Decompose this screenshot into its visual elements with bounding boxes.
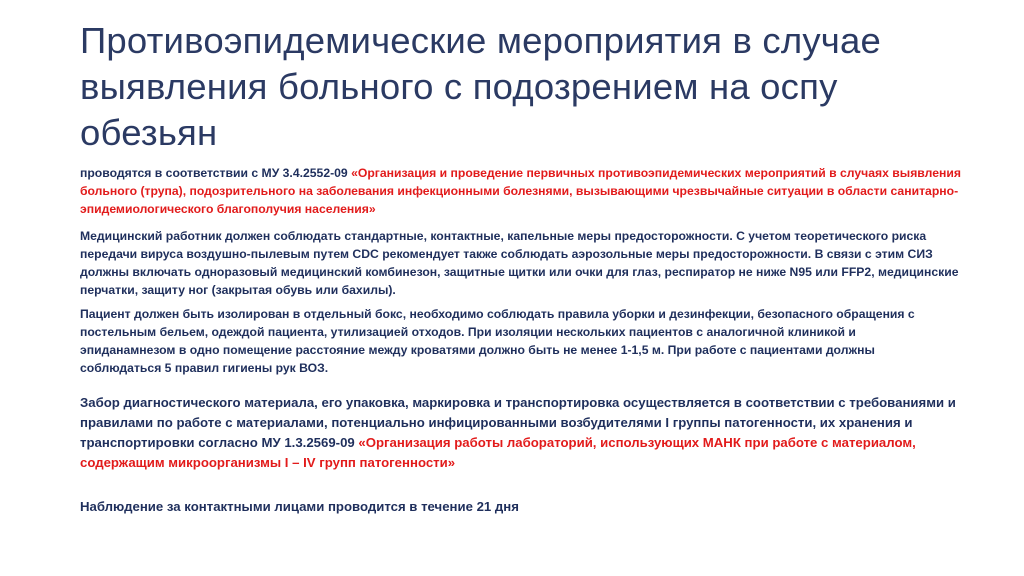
regulation-quote: «Организация и проведение первичных противоэпидемических мероприятий в случаях выявления больного (трупа), подозрительного на заболевания инфекционными болезнями, вызывающими чрезвычайные ситуации в области санитарно-эпидемиологического благополучия населения» <box>80 166 961 216</box>
regulation-lead: проводятся в соответствии с МУ 3.4.2552-09 <box>80 166 352 180</box>
contacts-paragraph: Наблюдение за контактными лицами проводится в течение 21 дня <box>80 499 519 514</box>
ppe-paragraph: Медицинский работник должен соблюдать стандартные, контактные, капельные меры предосторожности. С учетом теоретического риска передачи вируса воздушно-пылевым путем CDC рекомендует также соблюдать аэрозольные меры предосторожности. В связи с этим СИЗ должны включать одноразовый медицинский комбинезон, защитные щитки или очки для глаз, респиратор не ниже N95 или FFP2, медицинские перчатки, защиту ног (закрытая обувь или бахилы). <box>80 229 959 297</box>
slide-title: Противоэпидемические мероприятия в случае выявления больного с подозрением на оспу обезьян <box>80 20 882 153</box>
isolation-paragraph: Пациент должен быть изолирован в отдельный бокс, необходимо соблюдать правила уборки и дезинфекции, безопасного обращения с постельным бельем, одеждой пациента, утилизацией отходов. При изоляции нескольких пациентов с аналогичной клиникой и эпиданамнезом в одно помещение расстояние между кроватями должно быть не менее 1-1,5 м. При работе с пациентами должны соблюдаться 5 правил гигиены рук ВОЗ. <box>80 307 915 375</box>
regulation-paragraph <box>80 164 980 218</box>
sampling-quote: «Организация работы лабораторий, использующих МАНК при работе с материалом, содержащим микроорганизмы I – IV групп патогенности» <box>80 435 916 470</box>
sampling-paragraph <box>80 393 960 473</box>
sampling-lead: Забор диагностического материала, его упаковка, маркировка и транспортировка осуществляется в соответствии с требованиями и правилами по работе с материалами, потенциально инфицированными возбудителями I группы патогенности, их хранения и транспортировки согласно МУ 1.3.2569-09 <box>80 395 956 450</box>
